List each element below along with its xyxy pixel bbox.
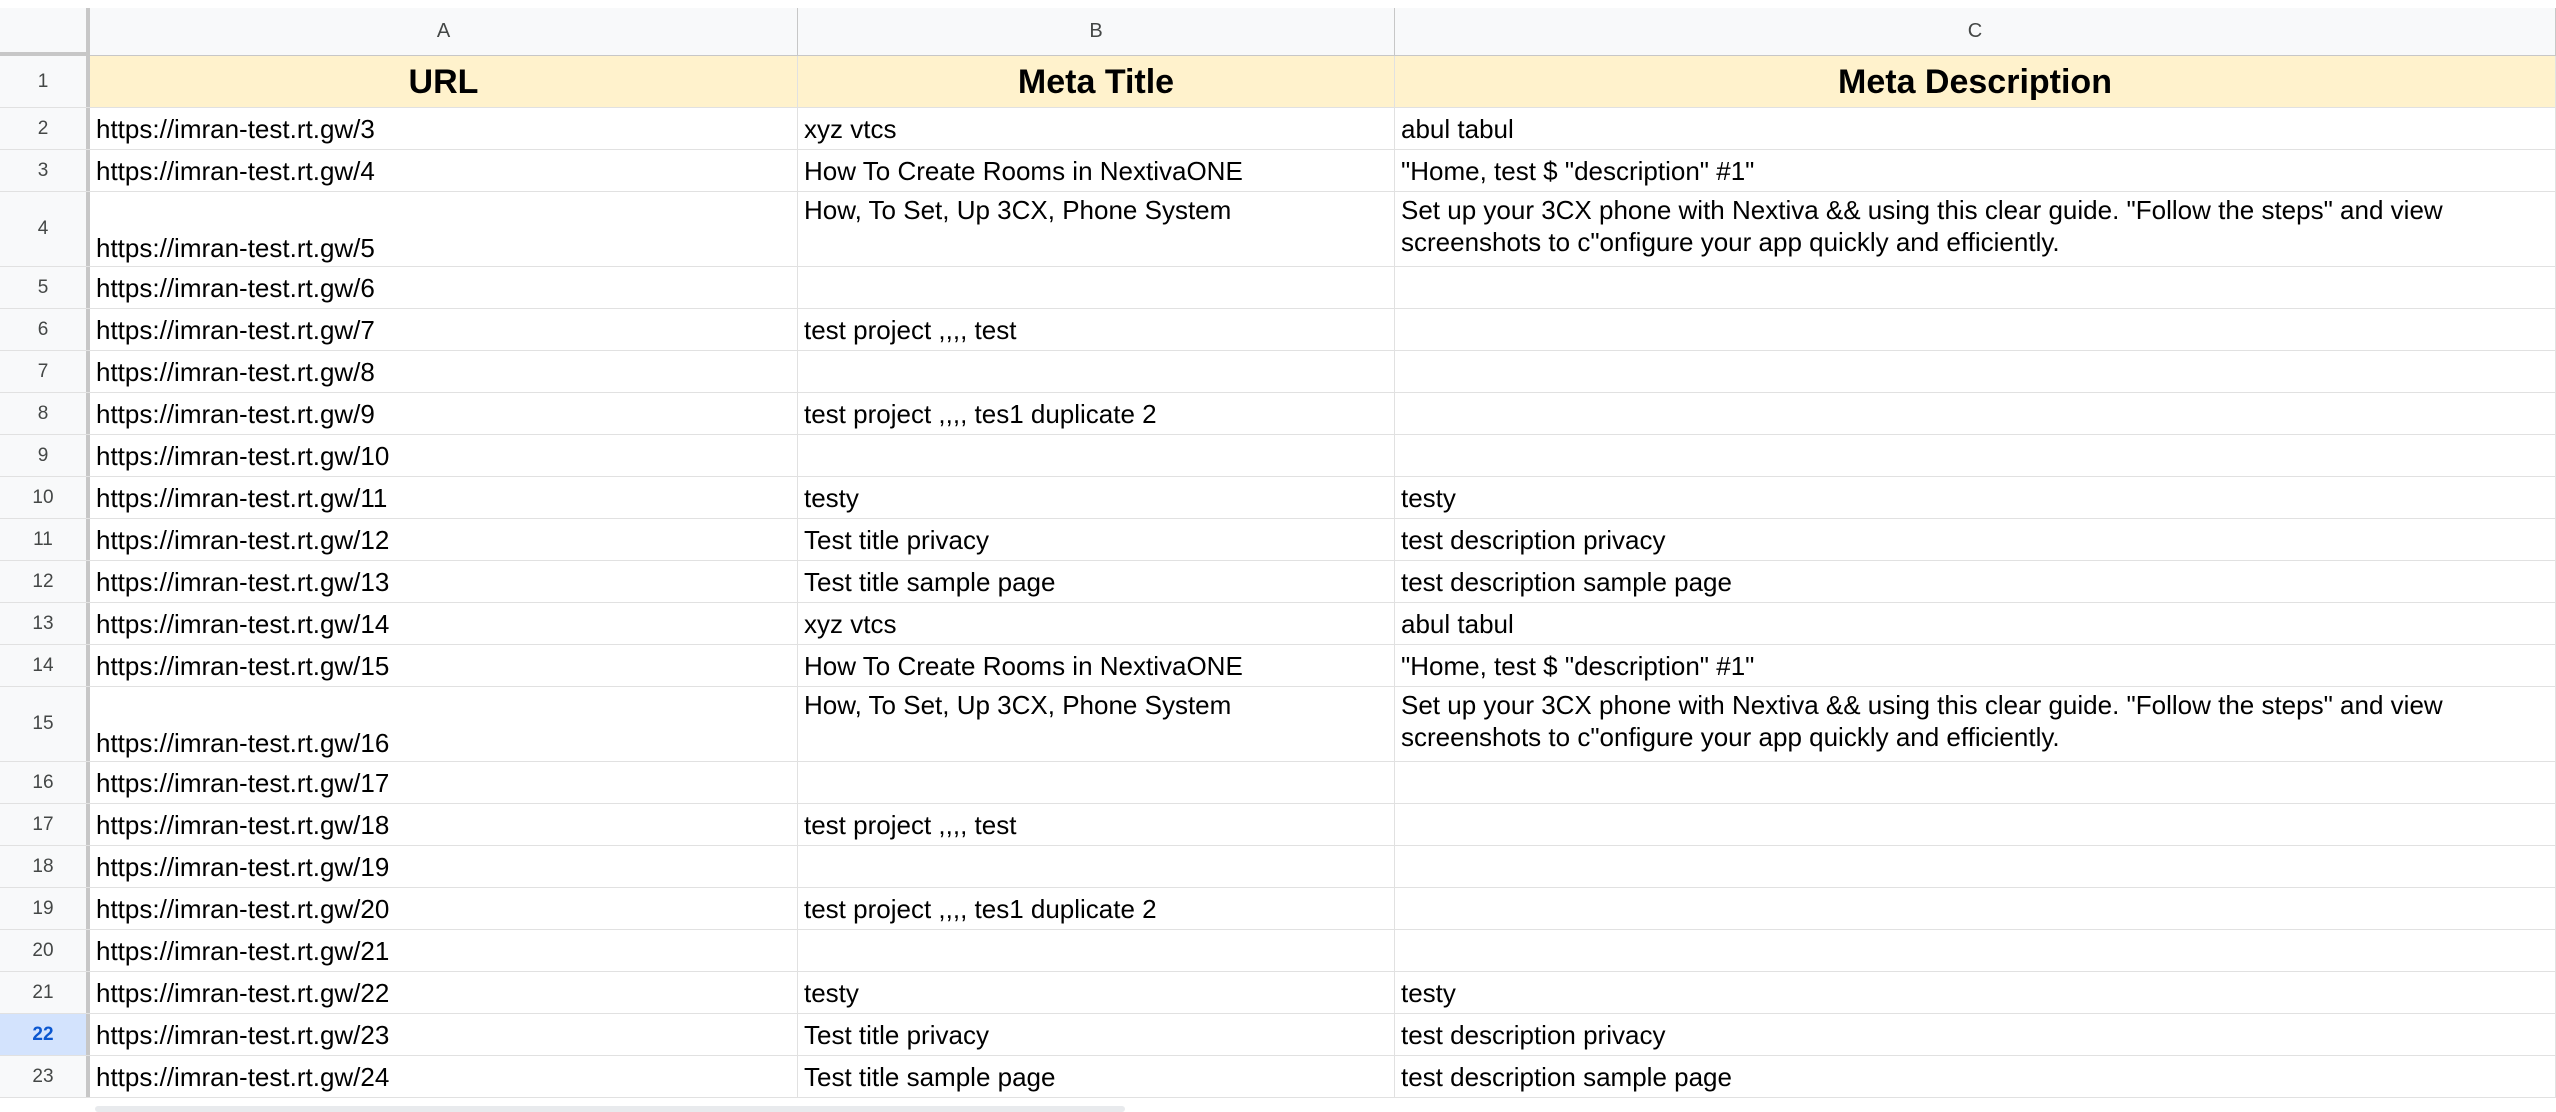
cell-meta-title[interactable]: How To Create Rooms in NextivaONE — [798, 150, 1395, 191]
cell-url[interactable]: https://imran-test.rt.gw/8 — [90, 351, 798, 392]
cell-url[interactable]: https://imran-test.rt.gw/19 — [90, 846, 798, 887]
cell-meta-description[interactable] — [1395, 435, 2556, 476]
cell-url[interactable]: https://imran-test.rt.gw/15 — [90, 645, 798, 686]
table-row — [0, 108, 2556, 150]
table-row — [0, 435, 2556, 477]
cell-meta-description[interactable] — [1395, 393, 2556, 434]
column-header-c[interactable]: C — [1395, 8, 2556, 55]
row-number[interactable]: 10 — [0, 477, 90, 518]
row-number[interactable]: 16 — [0, 762, 90, 803]
cell-meta-title[interactable]: xyz vtcs — [798, 603, 1395, 644]
cell-url[interactable]: https://imran-test.rt.gw/5 — [90, 192, 798, 266]
cell-meta-title[interactable]: Test title privacy — [798, 519, 1395, 560]
row-number[interactable]: 14 — [0, 645, 90, 686]
cell-meta-description[interactable] — [1395, 804, 2556, 845]
cell-meta-title[interactable]: Test title sample page — [798, 1056, 1395, 1097]
data-rows — [0, 108, 2556, 1098]
cell-meta-description[interactable]: "Home, test $ "description" #1" — [1395, 150, 2556, 191]
row-number[interactable]: 11 — [0, 519, 90, 560]
table-row — [0, 846, 2556, 888]
row-number[interactable]: 20 — [0, 930, 90, 971]
cell-url[interactable]: https://imran-test.rt.gw/6 — [90, 267, 798, 308]
cell-meta-description[interactable] — [1395, 930, 2556, 971]
cell-meta-title[interactable] — [798, 267, 1395, 308]
cell-url[interactable]: https://imran-test.rt.gw/9 — [90, 393, 798, 434]
cell-meta-title[interactable] — [798, 762, 1395, 803]
cell-url[interactable]: https://imran-test.rt.gw/3 — [90, 108, 798, 149]
table-row — [0, 393, 2556, 435]
cell-url[interactable]: https://imran-test.rt.gw/4 — [90, 150, 798, 191]
cell-meta-description[interactable]: test description privacy — [1395, 519, 2556, 560]
spreadsheet-grid — [0, 8, 2556, 1098]
cell-meta-title[interactable]: testy — [798, 972, 1395, 1013]
table-row — [0, 1056, 2556, 1098]
cell-meta-title[interactable]: test project ,,,, test — [798, 804, 1395, 845]
table-row — [0, 1014, 2556, 1056]
row-number[interactable]: 9 — [0, 435, 90, 476]
row-number[interactable]: 18 — [0, 846, 90, 887]
horizontal-scrollbar[interactable] — [95, 1106, 1125, 1112]
cell-meta-description[interactable] — [1395, 309, 2556, 350]
row-number[interactable]: 4 — [0, 192, 90, 266]
cell-url[interactable]: https://imran-test.rt.gw/12 — [90, 519, 798, 560]
cell-meta-title[interactable]: Test title privacy — [798, 1014, 1395, 1055]
row-number[interactable]: 7 — [0, 351, 90, 392]
cell-meta-title[interactable]: How, To Set, Up 3CX, Phone System — [798, 192, 1395, 266]
table-row — [0, 804, 2556, 846]
row-number[interactable]: 19 — [0, 888, 90, 929]
cell-url[interactable]: https://imran-test.rt.gw/13 — [90, 561, 798, 602]
table-row — [0, 351, 2556, 393]
column-headers — [0, 8, 2556, 56]
cell-url[interactable]: https://imran-test.rt.gw/11 — [90, 477, 798, 518]
table-row — [0, 150, 2556, 192]
cell-meta-description[interactable]: testy — [1395, 477, 2556, 518]
cell-url[interactable]: https://imran-test.rt.gw/21 — [90, 930, 798, 971]
cell-url[interactable]: https://imran-test.rt.gw/16 — [90, 687, 798, 761]
table-row — [0, 519, 2556, 561]
row-number[interactable]: 6 — [0, 309, 90, 350]
column-header-a[interactable]: A — [90, 8, 798, 55]
table-row — [0, 687, 2556, 762]
table-row — [0, 762, 2556, 804]
cell-meta-title[interactable]: How To Create Rooms in NextivaONE — [798, 645, 1395, 686]
row-number[interactable]: 22 — [0, 1014, 90, 1055]
table-row — [0, 561, 2556, 603]
cell-meta-description[interactable]: test description privacy — [1395, 1014, 2556, 1055]
cell-meta-title[interactable]: test project ,,,, tes1 duplicate 2 — [798, 888, 1395, 929]
table-row — [0, 972, 2556, 1014]
cell-meta-description[interactable]: Set up your 3CX phone with Nextiva && using this clear guide. "Follow the steps" and view screenshots to c"onfigure your app quickly and efficiently. — [1395, 192, 2556, 266]
cell-meta-description[interactable] — [1395, 888, 2556, 929]
cell-meta-title[interactable]: test project ,,,, tes1 duplicate 2 — [798, 393, 1395, 434]
cell-meta-description[interactable] — [1395, 267, 2556, 308]
cell-meta-description[interactable]: "Home, test $ "description" #1" — [1395, 645, 2556, 686]
cell-meta-description[interactable]: test description sample page — [1395, 561, 2556, 602]
cell-meta-title[interactable] — [798, 930, 1395, 971]
row-number[interactable]: 2 — [0, 108, 90, 149]
header-cell-url[interactable]: URL — [90, 56, 798, 107]
table-row — [0, 309, 2556, 351]
cell-url[interactable]: https://imran-test.rt.gw/22 — [90, 972, 798, 1013]
row-number[interactable]: 12 — [0, 561, 90, 602]
cell-meta-description[interactable]: Set up your 3CX phone with Nextiva && using this clear guide. "Follow the steps" and view screenshots to c"onfigure your app quickly and efficiently. — [1395, 687, 2556, 761]
row-number[interactable]: 21 — [0, 972, 90, 1013]
table-row — [0, 477, 2556, 519]
cell-meta-description[interactable] — [1395, 351, 2556, 392]
cell-meta-description[interactable]: test description sample page — [1395, 1056, 2556, 1097]
cell-meta-description[interactable]: abul tabul — [1395, 108, 2556, 149]
row-number[interactable]: 8 — [0, 393, 90, 434]
cell-meta-title[interactable] — [798, 351, 1395, 392]
row-number[interactable]: 15 — [0, 687, 90, 761]
cell-url[interactable]: https://imran-test.rt.gw/18 — [90, 804, 798, 845]
row-number[interactable]: 13 — [0, 603, 90, 644]
cell-meta-description[interactable]: testy — [1395, 972, 2556, 1013]
row-number[interactable]: 23 — [0, 1056, 90, 1097]
row-number[interactable]: 17 — [0, 804, 90, 845]
row-number[interactable]: 1 — [0, 56, 90, 107]
table-row — [0, 267, 2556, 309]
cell-meta-description[interactable] — [1395, 846, 2556, 887]
table-row — [0, 603, 2556, 645]
cell-url[interactable]: https://imran-test.rt.gw/10 — [90, 435, 798, 476]
cell-url[interactable]: https://imran-test.rt.gw/20 — [90, 888, 798, 929]
cell-meta-title[interactable]: Test title sample page — [798, 561, 1395, 602]
cell-url[interactable]: https://imran-test.rt.gw/23 — [90, 1014, 798, 1055]
table-row — [0, 645, 2556, 687]
select-all-corner[interactable] — [0, 8, 90, 55]
column-header-b[interactable]: B — [798, 8, 1395, 55]
cell-meta-title[interactable]: xyz vtcs — [798, 108, 1395, 149]
cell-meta-title[interactable]: How, To Set, Up 3CX, Phone System — [798, 687, 1395, 761]
row-number[interactable]: 5 — [0, 267, 90, 308]
table-row — [0, 888, 2556, 930]
cell-meta-title[interactable] — [798, 435, 1395, 476]
cell-meta-title[interactable]: test project ,,,, test — [798, 309, 1395, 350]
header-cell-meta-description[interactable]: Meta Description — [1395, 56, 2556, 107]
cell-url[interactable]: https://imran-test.rt.gw/24 — [90, 1056, 798, 1097]
cell-meta-description[interactable]: abul tabul — [1395, 603, 2556, 644]
cell-meta-description[interactable] — [1395, 762, 2556, 803]
cell-url[interactable]: https://imran-test.rt.gw/7 — [90, 309, 798, 350]
header-cell-meta-title[interactable]: Meta Title — [798, 56, 1395, 107]
table-row — [0, 192, 2556, 267]
cell-url[interactable]: https://imran-test.rt.gw/14 — [90, 603, 798, 644]
cell-url[interactable]: https://imran-test.rt.gw/17 — [90, 762, 798, 803]
header-row — [0, 56, 2556, 108]
cell-meta-title[interactable]: testy — [798, 477, 1395, 518]
row-number[interactable]: 3 — [0, 150, 90, 191]
cell-meta-title[interactable] — [798, 846, 1395, 887]
table-row — [0, 930, 2556, 972]
